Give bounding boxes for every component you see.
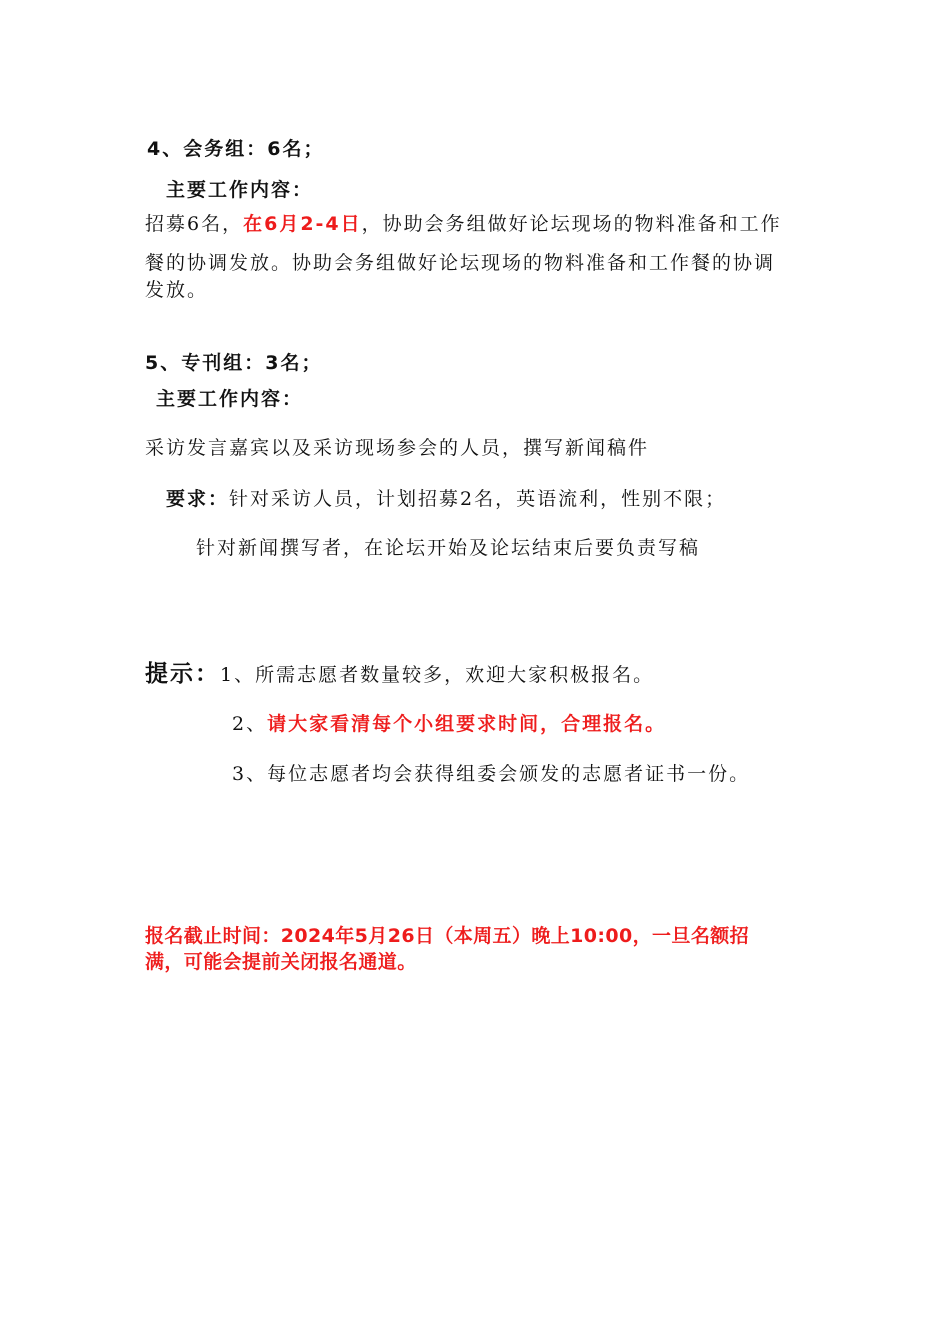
section5-requirement-label: 要求： [166,488,230,510]
section4-line1-prefix: 招募6名， [145,213,244,235]
section5-requirement [166,487,726,511]
section5-requirement-writers: 针对新闻撰写者，在论坛开始及论坛结束后要负责写稿 [196,537,701,559]
section4-line3: 发放。 [145,279,209,301]
section4-heading: 4、会务组：6名； [147,138,325,160]
section4-line1 [145,212,782,236]
tips-item2-line [232,712,666,736]
tips-item1-line [145,662,654,687]
section4-subheading: 主要工作内容： [166,179,314,201]
deadline-line2: 满，可能会提前关闭报名通道。 [145,951,417,973]
section4-line2: 餐的协调发放。协助会务组做好论坛现场的物料准备和工作餐的协调 [145,252,776,274]
section5-subheading: 主要工作内容： [156,388,304,410]
tips-item2-number: 2、 [232,713,268,735]
tips-item2-text: 请大家看清每个小组要求时间，合理报名。 [267,713,667,735]
tips-item1: 1、所需志愿者数量较多，欢迎大家积极报名。 [220,664,655,686]
section4-date-highlight: 在6月2-4日 [243,213,362,235]
section5-requirement-text: 针对采访人员，计划招募2名，英语流利，性别不限； [229,488,727,510]
section4-line1-suffix: ，协助会务组做好论坛现场的物料准备和工作 [361,213,782,235]
deadline-line1: 报名截止时间：2024年5月26日（本周五）晚上10:00，一旦名额招 [145,925,750,947]
tips-item3: 3、每位志愿者均会获得组委会颁发的志愿者证书一份。 [232,763,751,785]
tips-label: 提示： [145,661,220,687]
section5-heading: 5、专刊组：3名； [145,352,323,374]
section5-description: 采访发言嘉宾以及采访现场参会的人员，撰写新闻稿件 [145,437,650,459]
